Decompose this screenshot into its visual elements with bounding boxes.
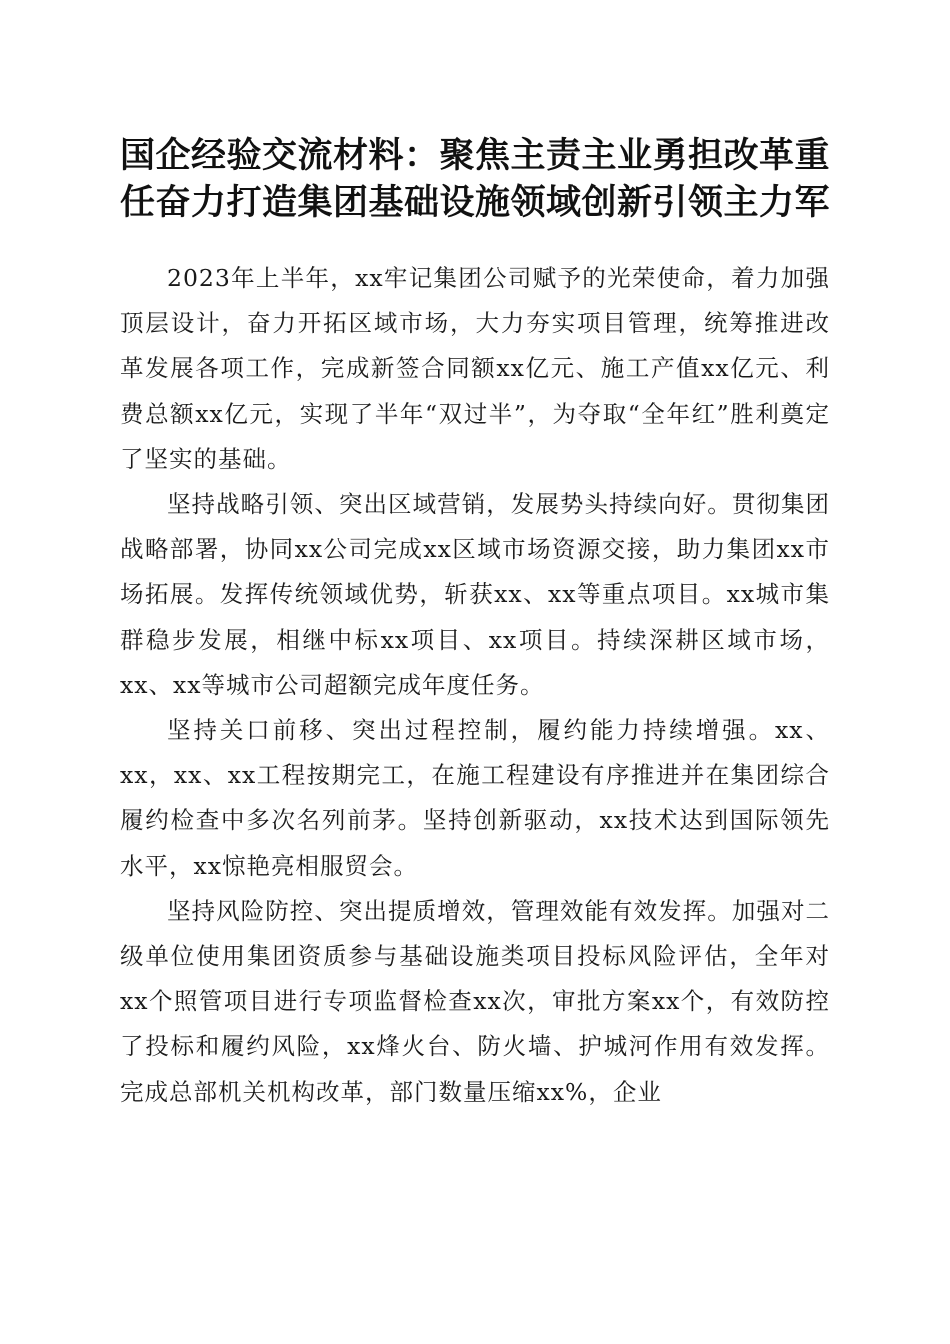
paragraph-strategy: 坚持战略引领、突出区域营销，发展势头持续向好。贯彻集团战略部署，协同xx公司完成xx区域市场资源交接，助力集团xx市场拓展。发挥传统领域优势，斩获xx、xx等重点项目。xx城市集群稳步发展，相继中标xx项目、xx项目。持续深耕区域市场，xx、xx等城市公司超额完成年度任务。 bbox=[120, 490, 830, 699]
paragraph-intro: 2023年上半年，xx牢记集团公司赋予的光荣使命，着力加强顶层设计，奋力开拓区域市场，大力夯实项目管理，统筹推进改革发展各项工作，完成新签合同额xx亿元、施工产值xx亿元、利费总额xx亿元，实现了半年“双过半”，为夺取“全年红”胜利奠定了坚实的基础。 bbox=[120, 264, 830, 473]
paragraph-process-control: 坚持关口前移、突出过程控制，履约能力持续增强。xx、xx，xx、xx工程按期完工，在施工程建设有序推进并在集团综合履约检查中多次名列前茅。坚持创新驱动，xx技术达到国际领先水平，xx惊艳亮相服贸会。 bbox=[120, 716, 830, 880]
paragraph-risk-control: 坚持风险防控、突出提质增效，管理效能有效发挥。加强对二级单位使用集团资质参与基础设施类项目投标风险评估，全年对xx个照管项目进行专项监督检查xx次，审批方案xx个，有效防控了投标和履约风险，xx烽火台、防火墙、护城河作用有效发挥。完成总部机关机构改革，部门数量压缩xx%，企业 bbox=[120, 896, 830, 1106]
document-body bbox=[120, 256, 830, 1115]
document-title: 国企经验交流材料：聚焦主责主业勇担改革重任奋力打造集团基础设施领域创新引领主力军 bbox=[120, 135, 831, 223]
